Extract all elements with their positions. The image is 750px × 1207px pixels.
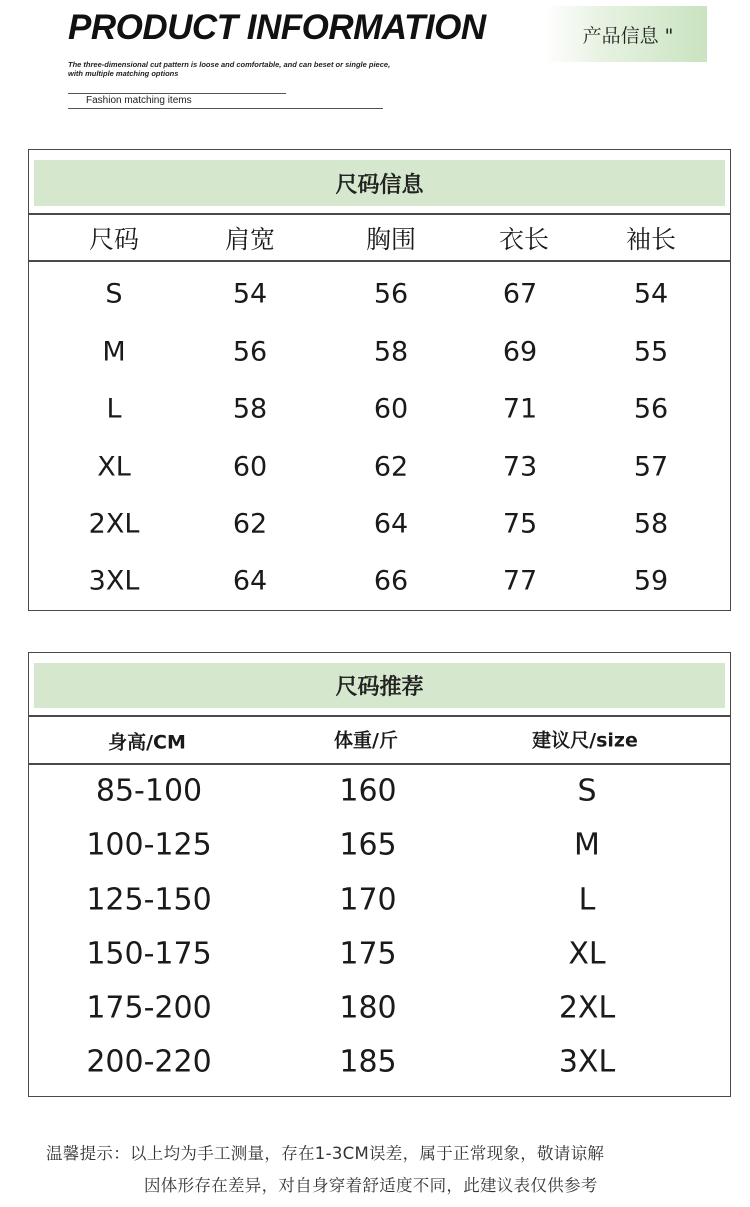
table-cell: 100-125 — [86, 827, 212, 863]
table-cell: 56 — [633, 393, 669, 425]
table-cell: 165 — [339, 827, 397, 863]
column-header: 袖长 — [625, 225, 677, 254]
table-cell: 59 — [633, 565, 669, 597]
column-header: 胸围 — [365, 225, 417, 254]
column-header: 衣长 — [498, 225, 550, 254]
header-badge — [545, 6, 707, 62]
table-cell: M — [102, 336, 126, 368]
table-cell: 66 — [373, 565, 409, 597]
table-cell: 3XL — [88, 565, 140, 597]
table-cell: 64 — [373, 508, 409, 540]
column-header: 身高/CM — [108, 731, 186, 754]
page-title: PRODUCT INFORMATION — [68, 8, 486, 47]
header-divider-top — [68, 93, 286, 94]
table-cell: 57 — [633, 451, 669, 483]
table-divider — [29, 213, 730, 215]
size-info-table — [28, 149, 731, 611]
table-cell: S — [105, 278, 123, 310]
table-cell: 54 — [633, 278, 669, 310]
table-cell: L — [578, 882, 596, 918]
header-badge-label: 产品信息 " — [582, 24, 674, 47]
table-cell: 71 — [502, 393, 538, 425]
table-cell: 60 — [373, 393, 409, 425]
size-recommend-title: 尺码推荐 — [34, 663, 725, 708]
table-cell: 125-150 — [86, 882, 212, 918]
table-cell: 58 — [633, 508, 669, 540]
column-header: 建议尺/size — [532, 729, 638, 752]
table-cell: 54 — [232, 278, 268, 310]
table-cell: 185 — [339, 1044, 397, 1080]
table-cell: 2XL — [558, 990, 616, 1026]
table-divider — [29, 763, 730, 765]
table-cell: 2XL — [88, 508, 140, 540]
table-cell: 56 — [232, 336, 268, 368]
table-divider — [29, 715, 730, 717]
column-header: 尺码 — [88, 225, 140, 254]
note-line-1: 温馨提示：以上均为手工测量，存在1-3CM误差，属于正常现象，敬请谅解 — [46, 1144, 605, 1163]
table-cell: 73 — [502, 451, 538, 483]
column-header: 体重/斤 — [334, 729, 398, 752]
table-cell: 62 — [232, 508, 268, 540]
column-header: 肩宽 — [224, 225, 276, 254]
table-cell: XL — [97, 451, 131, 483]
table-cell: 55 — [633, 336, 669, 368]
table-cell: 77 — [502, 565, 538, 597]
table-cell: 75 — [502, 508, 538, 540]
table-cell: XL — [568, 936, 606, 972]
table-cell: S — [577, 773, 597, 809]
table-cell: 85-100 — [95, 773, 203, 809]
size-info-title: 尺码信息 — [34, 160, 725, 206]
header-divider-bottom — [68, 108, 383, 109]
table-divider — [29, 260, 730, 262]
table-cell: 67 — [502, 278, 538, 310]
table-cell: 62 — [373, 451, 409, 483]
header-subtitle: Fashion matching items — [86, 95, 192, 106]
note-line-2: 因体形存在差异，对自身穿着舒适度不同，此建议表仅供参考 — [144, 1176, 598, 1195]
table-cell: 69 — [502, 336, 538, 368]
table-cell: 175 — [339, 936, 397, 972]
table-cell: 170 — [339, 882, 397, 918]
table-cell: 180 — [339, 990, 397, 1026]
header-description: The three-dimensional cut pattern is loose and comfortable, and can beset or single piece, with multiple matching options — [68, 60, 391, 78]
table-cell: 58 — [373, 336, 409, 368]
table-cell: 60 — [232, 451, 268, 483]
table-cell: 58 — [232, 393, 268, 425]
table-cell: 56 — [373, 278, 409, 310]
table-cell: 175-200 — [86, 990, 212, 1026]
table-cell: L — [106, 393, 122, 425]
table-cell: M — [574, 827, 600, 863]
size-recommend-table — [28, 652, 731, 1097]
table-cell: 150-175 — [86, 936, 212, 972]
table-cell: 160 — [339, 773, 397, 809]
table-cell: 64 — [232, 565, 268, 597]
table-cell: 200-220 — [86, 1044, 212, 1080]
table-cell: 3XL — [558, 1044, 616, 1080]
